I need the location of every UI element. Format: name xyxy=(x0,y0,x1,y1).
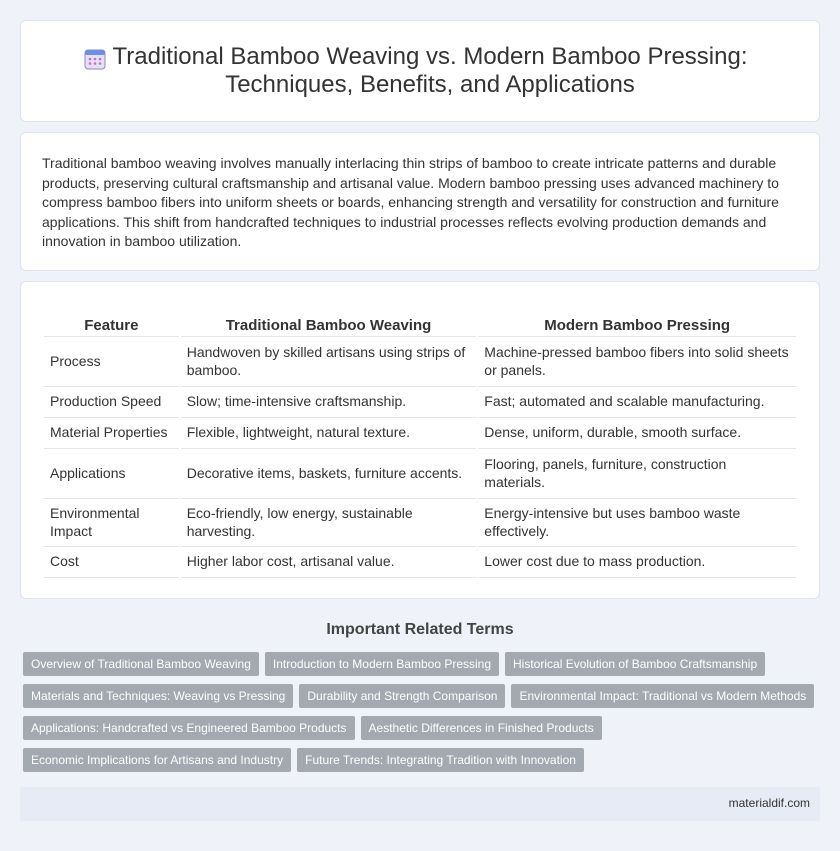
tag-row xyxy=(23,716,823,740)
table-cell: Production Speed xyxy=(44,387,179,418)
table-cell: Fast; automated and scalable manufacturing. xyxy=(478,387,796,418)
related-term-tag[interactable]: Environmental Impact: Traditional vs Modern Methods xyxy=(511,684,814,708)
table-row xyxy=(44,337,796,387)
related-term-tag[interactable]: Applications: Handcrafted vs Engineered Bamboo Products xyxy=(23,716,355,740)
related-term-tag[interactable]: Introduction to Modern Bamboo Pressing xyxy=(265,652,499,676)
table-cell: Handwoven by skilled artisans using strips of bamboo. xyxy=(181,337,477,387)
table-cell: Slow; time-intensive craftsmanship. xyxy=(181,387,477,418)
footer xyxy=(20,787,820,821)
table-cell: Cost xyxy=(44,547,179,578)
table-row xyxy=(44,387,796,418)
table-cell: Lower cost due to mass production. xyxy=(478,547,796,578)
page-title: Traditional Bamboo Weaving vs. Modern Bamboo Pressing: Techniques, Benefits, and Applications xyxy=(112,43,748,98)
tag-row xyxy=(23,684,823,708)
column-header-modern: Modern Bamboo Pressing xyxy=(478,315,796,337)
tag-row xyxy=(23,652,823,676)
table-cell: Material Properties xyxy=(44,418,179,449)
column-header-feature: Feature xyxy=(44,315,179,337)
table-row xyxy=(44,499,796,547)
table-cell: Dense, uniform, durable, smooth surface. xyxy=(478,418,796,449)
table-cell: Process xyxy=(44,337,179,387)
table-cell: Eco-friendly, low energy, sustainable harvesting. xyxy=(181,499,477,547)
table-cell: Applications xyxy=(44,449,179,499)
table-cell: Machine-pressed bamboo fibers into solid sheets or panels. xyxy=(478,337,796,387)
intro-paragraph: Traditional bamboo weaving involves manually interlacing thin strips of bamboo to create intricate patterns and durable products, preserving cultural craftsmanship and artisanal value. Modern bamboo pressing uses advanced machinery to compress bamboo fibers into uniform sheets or boards, enhancing strength and versatility for construction and furniture applications. This shift from handcrafted techniques to industrial processes reflects evolving production demands and innovation in bamboo utilization. xyxy=(42,155,779,250)
related-term-tag[interactable]: Aesthetic Differences in Finished Products xyxy=(361,716,602,740)
related-term-tag[interactable]: Overview of Traditional Bamboo Weaving xyxy=(23,652,259,676)
table-cell: Higher labor cost, artisanal value. xyxy=(181,547,477,578)
related-terms-list xyxy=(23,652,823,780)
related-term-tag[interactable]: Materials and Techniques: Weaving vs Pressing xyxy=(23,684,293,708)
comparison-table xyxy=(42,315,798,578)
intro-card xyxy=(20,132,820,271)
comparison-card xyxy=(20,281,820,599)
table-row xyxy=(44,418,796,449)
column-header-traditional: Traditional Bamboo Weaving xyxy=(181,315,477,337)
table-row xyxy=(44,449,796,499)
related-term-tag[interactable]: Historical Evolution of Bamboo Craftsmanship xyxy=(505,652,765,676)
table-cell: Environmental Impact xyxy=(44,499,179,547)
tag-row xyxy=(23,748,823,772)
table-header-row xyxy=(44,315,796,337)
related-terms-heading: Important Related Terms xyxy=(326,621,514,638)
table-cell: Energy-intensive but uses bamboo waste effectively. xyxy=(478,499,796,547)
related-term-tag[interactable]: Economic Implications for Artisans and Industry xyxy=(23,748,291,772)
related-term-tag[interactable]: Durability and Strength Comparison xyxy=(299,684,505,708)
table-row xyxy=(44,547,796,578)
footer-site-link[interactable]: materialdif.com xyxy=(728,796,810,810)
related-term-tag[interactable]: Future Trends: Integrating Tradition with Innovation xyxy=(297,748,584,772)
table-cell: Flooring, panels, furniture, construction materials. xyxy=(478,449,796,499)
header-card xyxy=(20,20,820,122)
table-cell: Flexible, lightweight, natural texture. xyxy=(181,418,477,449)
table-cell: Decorative items, baskets, furniture accents. xyxy=(181,449,477,499)
